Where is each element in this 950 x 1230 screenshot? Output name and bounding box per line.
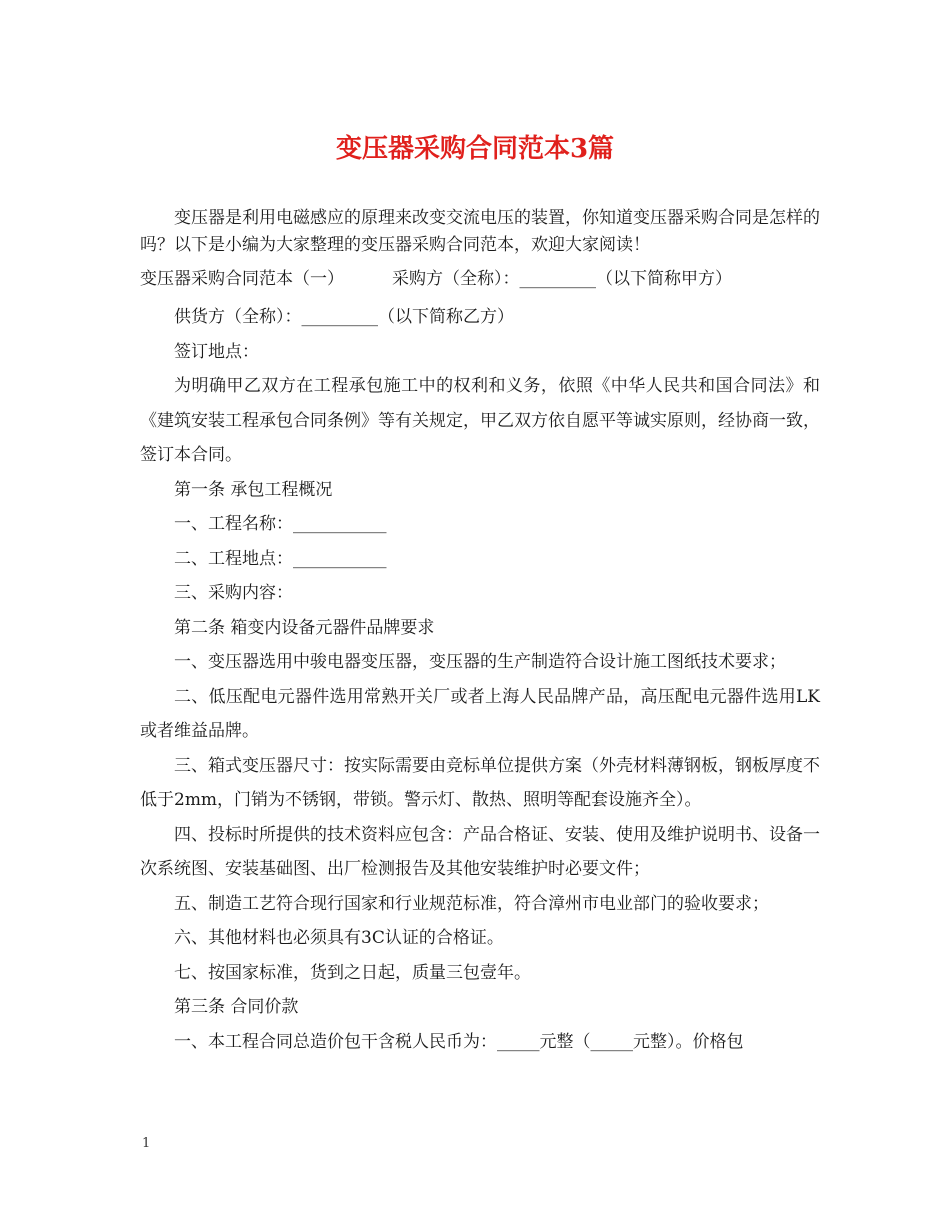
clause-low-voltage: 二、低压配电元器件选用常熟开关厂或者上海人民品牌产品，高压配电元器件选用LK或者维益品牌。 <box>140 686 820 741</box>
purpose-paragraph: 为明确甲乙双方在工程承包施工中的权利和义务，依照《中华人民共和国合同法》和《建筑安装工程承包合同条例》等有关规定，甲乙双方依自愿平等诚实原则，经协商一致，签订本合同。 <box>140 376 820 465</box>
document-title: 变压器采购合同范本3篇 <box>335 134 615 164</box>
clause-transformer: 一、变压器选用中骏电器变压器，变压器的生产制造符合设计施工图纸技术要求； <box>174 652 786 672</box>
signing-place-line: 签订地点： <box>174 341 259 362</box>
page-number: 1 <box>142 1136 151 1151</box>
buyer-line: 采购方（全称）：_________（以下简称甲方） <box>392 269 732 289</box>
clause-tech-docs: 四、投标时所提供的技术资料应包含：产品合格证、安装、使用及维护说明书、设备一次系统图、安装基础图、出厂检测报告及其他安装维护时必要文件； <box>140 824 820 879</box>
supplier-line: 供货方（全称）：_________（以下简称乙方） <box>174 307 514 327</box>
project-name-line: 一、工程名称：___________ <box>174 514 387 534</box>
contract-label: 变压器采购合同范本（一） <box>140 269 344 289</box>
contract-heading-line <box>140 266 820 293</box>
clause-warranty: 七、按国家标准，货到之日起，质量三包壹年。 <box>174 962 531 983</box>
article-2-heading: 第二条 箱变内设备元器件品牌要求 <box>174 617 435 638</box>
clause-manufacturing: 五、制造工艺符合现行国家和行业规范标准，符合漳州市电业部门的验收要求； <box>174 893 769 914</box>
clause-3c: 六、其他材料也必须具有3C认证的合格证。 <box>174 928 504 948</box>
article-1-heading: 第一条 承包工程概况 <box>174 479 333 500</box>
project-location-line: 二、工程地点：___________ <box>174 548 387 569</box>
clause-box-size: 三、箱式变压器尺寸：按实际需要由竞标单位提供方案（外壳材料薄钢板，钢板厚度不低于2mm，门销为不锈钢，带锁。警示灯、散热、照明等配套设施齐全）。 <box>140 755 820 810</box>
intro-paragraph: 变压器是利用电磁感应的原理来改变交流电压的装置，你知道变压器采购合同是怎样的吗？以下是小编为大家整理的变压器采购合同范本，欢迎大家阅读！ <box>140 208 820 255</box>
article-3-heading: 第三条 合同价款 <box>174 997 299 1017</box>
document-body <box>140 205 820 1059</box>
purchase-content-line: 三、采购内容： <box>174 583 293 603</box>
clause-price: 一、本工程合同总造价包干含税人民币为：_____元整（_____元整）。价格包 <box>174 1031 744 1052</box>
